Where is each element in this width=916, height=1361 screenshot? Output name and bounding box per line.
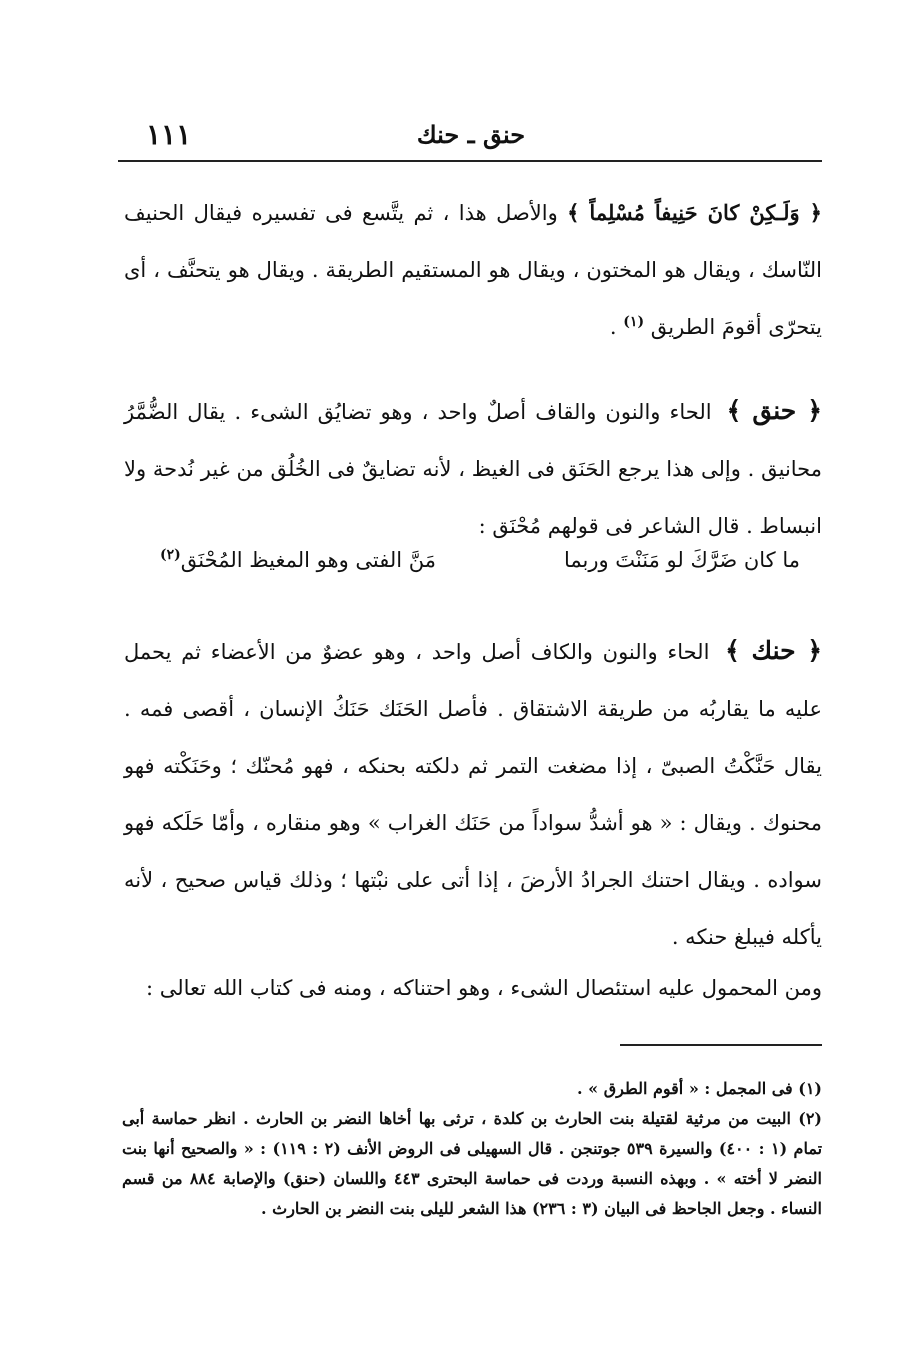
paragraph-derived [124, 960, 822, 1017]
entry-hanak [124, 622, 822, 966]
footnotes [122, 1074, 822, 1224]
footnote-2: (٢) البيت من مرثية لقتيلة بنت الحارث بن كلدة ، ترثى بها أخاها النضر بن الحارث . انظر حماسة أبى تمام (١ : ٤٠٠) والسيرة ٥٣٩ جوتنجن . قال السهيلى فى الروض الأنف (٢ : ١١٩) : « والصحيح أنها بنت النضر لا أخته » . وبهذه النسبة وردت فى حماسة البحترى ٤٤٣ واللسان (حنق) والإصابة ٨٨٤ من قسم النساء . وجعل الجاحظ فى البيان (٣ : ٢٣٦) هذا الشعر لليلى بنت النضر بن الحارث . [122, 1109, 823, 1218]
header-divider [118, 160, 822, 162]
entry-hanaq [124, 382, 822, 555]
headword-hanak: ﴿ حنك ﴾ [725, 636, 823, 665]
footnote-ref-2: (٢) [160, 547, 181, 563]
poetry-verse [150, 548, 800, 592]
intro-text: والأصل هذا ، ثم يتَّسع فى تفسيره فيقال الحنيف النّاسك ، ويقال هو المختون ، ويقال هو المستقيم الطريقة . ويقال هو يتحنَّف ، أى يتحرّى أقومَ الطريق [124, 201, 822, 339]
quran-quote: ﴿ وَلَـكِنْ كانَ حَنِيفاً مُسْلِماً ﴾ [567, 200, 822, 225]
verse-second-text: مَنَّ الفتى وهو المغيظ المُحْنَق [180, 548, 437, 572]
derived-text: ومن المحمول عليه استئصال الشىء ، وهو احتناكه ، ومنه فى كتاب الله تعالى : [146, 976, 822, 1000]
verse-second-hemistich [160, 548, 436, 572]
intro-end: . [609, 315, 624, 339]
running-head [120, 118, 822, 158]
footnote-ref-1: (١) [623, 314, 645, 330]
entry-hanaq-text: الحاء والنون والقاف أصلٌ واحد ، وهو تضايُق الشىء . يقال الضُّمَّرُ محانيق . وإلى هذا يرجع الحَنَق فى الغيظ ، لأنه تضايقٌ فى الخُلُق من غير نُدحة ولا انبساط . قال الشاعر فى قولهم مُحْنَق : [124, 400, 822, 538]
headword-hanaq: ﴿ حنق ﴾ [726, 396, 822, 425]
entry-hanak-text: الحاء والنون والكاف أصل واحد ، وهو عضوٌ من الأعضاء ثم يحمل عليه ما يقاربُه من طريقة الاشتقاق . فأصل الحَنَك حَنَكُ الإنسان ، أقصى فمه . يقال حَنَّكْتُ الصبىّ ، إذا مضغت التمر ثم دلكته بحنكه ، فهو مُحنّك ؛ وحَنَكْته فهو محنوك . ويقال : « هو أشدُّ سواداً من حَنَك الغراب » وهو منقاره ، وأمّا حَلَكه فهو سواده . ويقال احتنك الجرادُ الأرضَ ، إذا أتى على نبْتها ؛ وذلك قياس صحيح ، لأنه يأكله فيبلغ حنكه . [124, 640, 822, 949]
paragraph-intro [124, 184, 822, 356]
verse-first-hemistich: ما كان ضَرَّكَ لو مَنَنْتَ وربما [563, 548, 800, 572]
footnote-divider [620, 1044, 822, 1046]
page-number: ١١١ [146, 118, 192, 151]
footnote-1: (١) فى المجمل : « أقوم الطرق » . [577, 1079, 822, 1098]
running-title: حنق ـ حنك [416, 120, 526, 149]
